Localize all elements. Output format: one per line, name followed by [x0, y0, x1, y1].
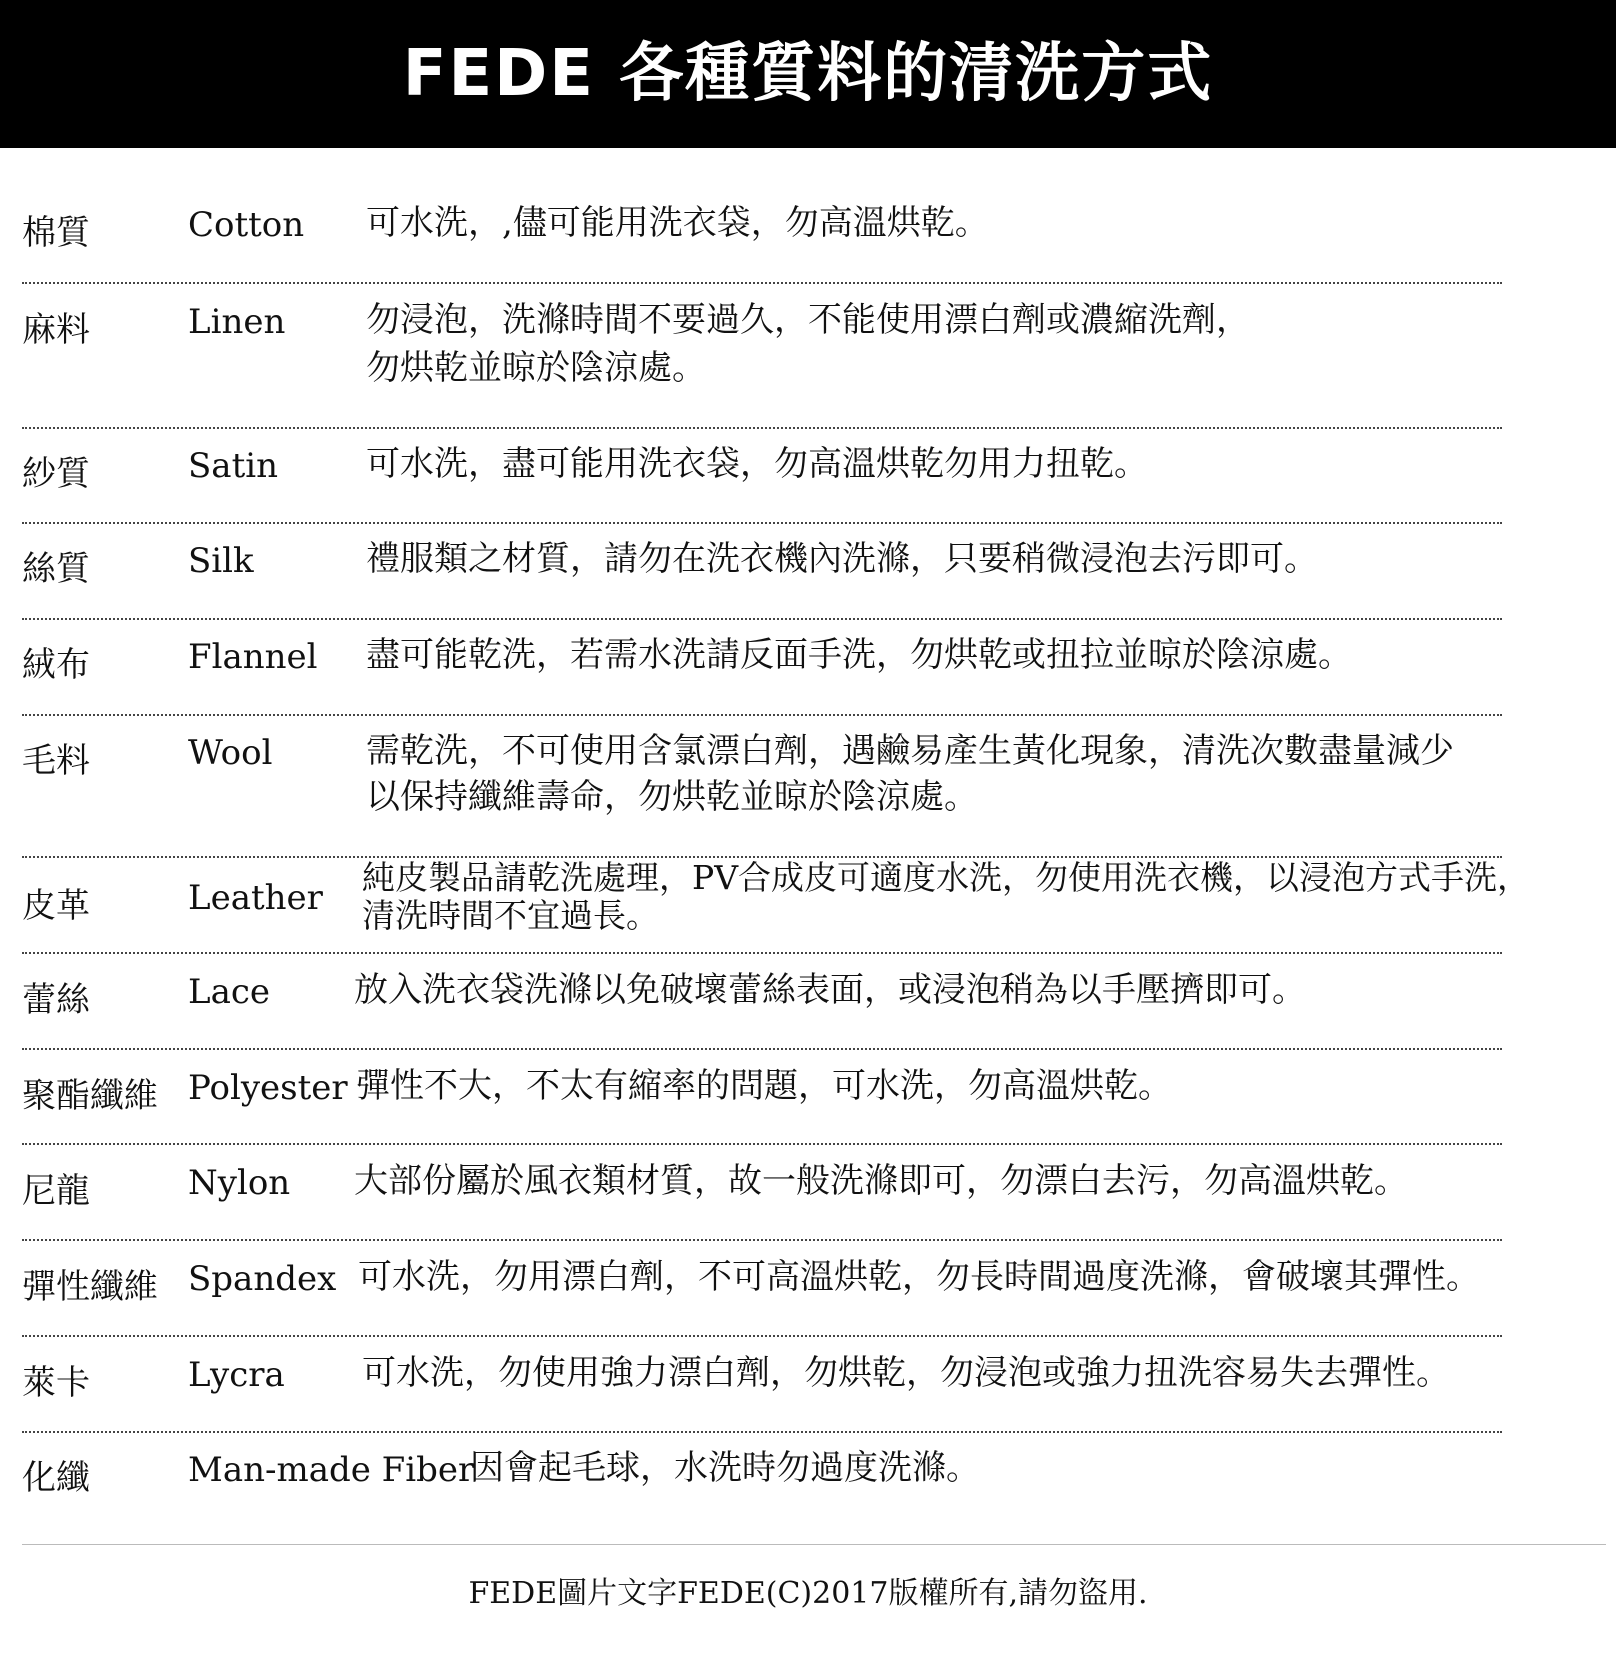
dotted-divider	[22, 1335, 1502, 1337]
material-en-name: Polyester	[188, 1068, 348, 1108]
care-description-line2: 清洗時間不宜過長。	[362, 896, 659, 935]
care-description: 盡可能乾洗，若需水洗請反面手洗，勿烘乾或扭拉並晾於陰涼處。	[366, 635, 1352, 675]
care-description: 彈性不大，不太有縮率的問題，可水洗，勿高溫烘乾。	[356, 1066, 1172, 1106]
care-description: 因會起毛球，水洗時勿過度洗滌。	[470, 1448, 980, 1488]
material-zh-name: 絲質	[22, 549, 90, 589]
care-description: 需乾洗，不可使用含氯漂白劑，遇鹼易產生黃化現象，清洗次數盡量減少	[366, 731, 1454, 771]
dotted-divider	[22, 714, 1502, 716]
material-en-name: Flannel	[188, 637, 318, 677]
material-zh-name: 棉質	[22, 213, 90, 253]
material-en-name: Lace	[188, 972, 271, 1012]
material-en-name: Leather	[188, 878, 323, 918]
material-zh-name: 紗質	[22, 454, 90, 494]
page-title: FEDE 各種質料的清洗方式	[402, 37, 1214, 111]
copyright-notice: FEDE圖片文字FEDE(C)2017版權所有,請勿盜用.	[468, 1576, 1148, 1611]
material-zh-name: 聚酯纖維	[22, 1076, 158, 1116]
care-description-line2: 勿烘乾並晾於陰涼處。	[366, 348, 706, 388]
material-zh-name: 蕾絲	[22, 980, 90, 1020]
dotted-divider	[22, 282, 1502, 284]
material-zh-name: 毛料	[22, 741, 90, 781]
material-en-name: Wool	[188, 733, 273, 773]
care-description: 禮服類之材質，請勿在洗衣機內洗滌，只要稍微浸泡去污即可。	[366, 539, 1318, 579]
material-zh-name: 化纖	[22, 1458, 90, 1498]
dotted-divider	[22, 1239, 1502, 1241]
dotted-divider	[22, 427, 1502, 429]
material-en-name: Satin	[188, 446, 278, 486]
dotted-divider	[22, 1048, 1502, 1050]
dotted-divider	[22, 618, 1502, 620]
material-zh-name: 絨布	[22, 645, 90, 685]
material-en-name: Silk	[188, 541, 254, 581]
care-description-line2: 以保持纖維壽命，勿烘乾並晾於陰涼處。	[366, 777, 978, 817]
material-zh-name: 萊卡	[22, 1363, 90, 1403]
dotted-divider	[22, 1431, 1502, 1433]
care-description: 純皮製品請乾洗處理，PV合成皮可適度水洗，勿使用洗衣機，以浸泡方式手洗，	[362, 858, 1531, 897]
material-zh-name: 皮革	[22, 886, 90, 926]
care-description: 放入洗衣袋洗滌以免破壞蕾絲表面，或浸泡稍為以手壓擠即可。	[354, 970, 1306, 1010]
material-en-name: Cotton	[188, 205, 305, 245]
care-description: 勿浸泡，洗滌時間不要過久，不能使用漂白劑或濃縮洗劑，	[366, 300, 1250, 340]
dotted-divider	[22, 1143, 1502, 1145]
care-description: 可水洗，勿使用強力漂白劑，勿烘乾，勿浸泡或強力扭洗容易失去彈性。	[362, 1353, 1450, 1393]
dotted-divider	[22, 952, 1502, 954]
care-description: 可水洗，盡可能用洗衣袋，勿高溫烘乾勿用力扭乾。	[366, 444, 1148, 484]
material-en-name: Spandex	[188, 1259, 337, 1299]
material-en-name: Linen	[188, 302, 286, 342]
care-description: 大部份屬於風衣類材質，故一般洗滌即可，勿漂白去污，勿高溫烘乾。	[354, 1161, 1408, 1201]
material-zh-name: 彈性纖維	[22, 1267, 158, 1307]
material-en-name: Man-made Fiber	[188, 1450, 475, 1490]
dotted-divider	[22, 522, 1502, 524]
material-en-name: Lycra	[188, 1355, 285, 1395]
material-zh-name: 麻料	[22, 310, 90, 350]
care-description: 可水洗，勿用漂白劑，不可高溫烘乾，勿長時間過度洗滌，會破壞其彈性。	[358, 1257, 1480, 1297]
material-en-name: Nylon	[188, 1163, 291, 1203]
footer-divider	[22, 1544, 1606, 1545]
care-description: 可水洗，,儘可能用洗衣袋，勿高溫烘乾。	[366, 203, 989, 243]
header-bar	[0, 0, 1616, 148]
material-zh-name: 尼龍	[22, 1171, 90, 1211]
